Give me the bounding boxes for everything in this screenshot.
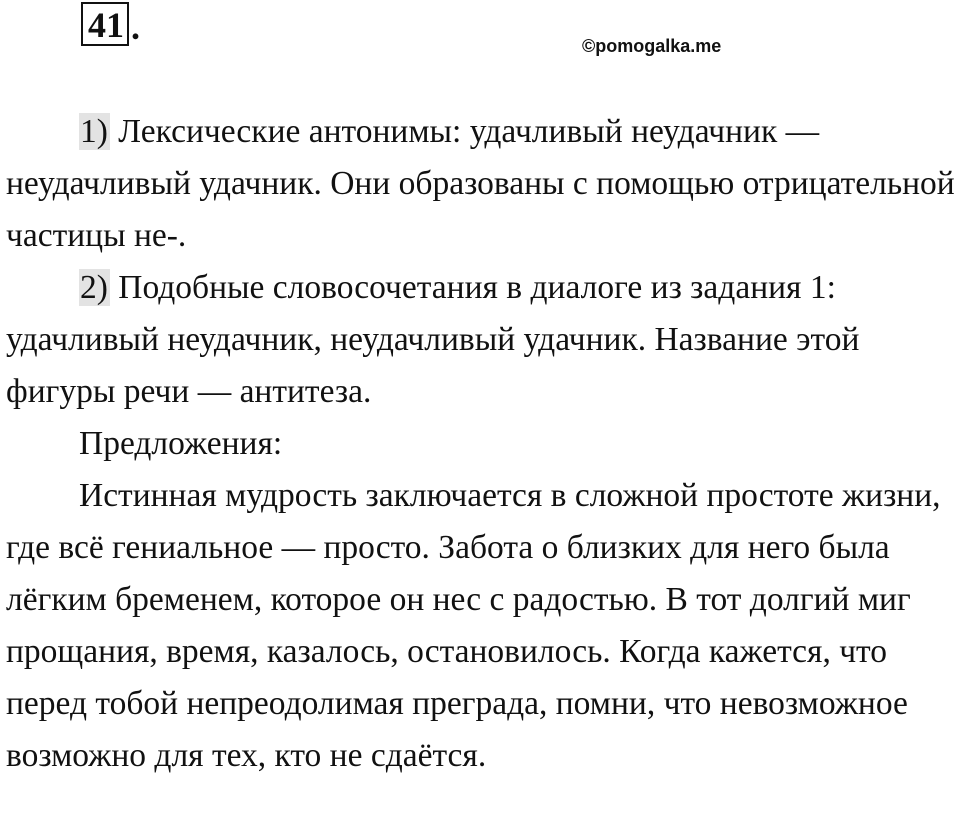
watermark: ©pomogalka.me [582, 36, 722, 56]
task-number-box: 41 [81, 2, 129, 46]
sentences-heading: Предложения: [79, 425, 283, 462]
part-2-text: Подобные словосочетания в диалоге из задания 1: удачливый неудачник, неудачливый удачник. Название этой фигуры речи — антитеза. [6, 269, 860, 410]
item-marker-2: 2) [80, 269, 108, 306]
paragraph-part-1 [6, 106, 958, 262]
task-number-suffix: . [131, 7, 140, 47]
item-marker-1: 1) [80, 113, 108, 150]
paragraph-part-2 [6, 262, 958, 418]
part-1-text: Лексические антонимы: удачливый неудачник — неудачливый удачник. Они образованы с помощью отрицательной частицы не-. [6, 113, 955, 254]
answer-text [6, 106, 958, 782]
sentences-paragraph: Истинная мудрость заключается в сложной простоте жизни, где всё гениальное — просто. Забота о близких для него была лёгким бременем, которое он нес с радостью. В тот долгий миг прощания, время, казалось, остановилось. Когда кажется, что перед тобой непреодолимая преграда, помни, что невозможное возможно для тех, кто не сдаётся. [6, 477, 941, 774]
task-number [81, 4, 140, 46]
